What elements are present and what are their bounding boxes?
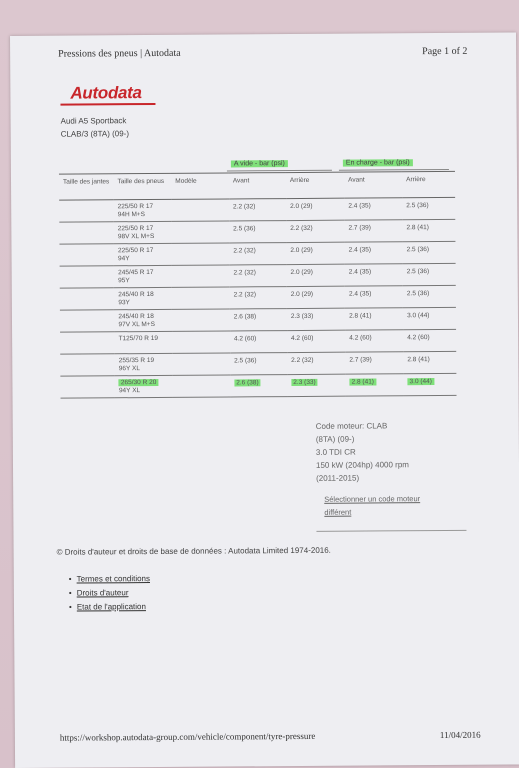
cell-rim xyxy=(59,244,114,266)
cell-rear-loaded xyxy=(403,373,456,395)
value-front-empty: 2.2 (32) xyxy=(232,203,256,211)
value-front-empty: 2.5 (36) xyxy=(233,225,256,233)
cell-front-loaded xyxy=(346,374,404,396)
value-front-empty: 2.6 (38) xyxy=(233,313,257,321)
cell-rear-loaded xyxy=(403,285,456,307)
logo-text: Autodata xyxy=(70,83,142,103)
tyre-spec: 94H M+S xyxy=(117,211,146,219)
cell-model xyxy=(173,375,231,397)
cell-rear-loaded xyxy=(403,263,456,285)
value-rear-empty: 2.0 (29) xyxy=(290,202,313,211)
tyre-pressure-table xyxy=(59,171,457,399)
cell-rear-empty xyxy=(287,374,345,396)
table-row xyxy=(59,197,455,222)
cell-rear-loaded xyxy=(403,241,456,263)
cell-rear-empty xyxy=(287,330,345,352)
cell-tyre xyxy=(114,199,172,221)
value-rear-empty: 2.3 (33) xyxy=(290,312,314,321)
value-rear-empty: 4.2 (60) xyxy=(290,334,314,343)
table-row xyxy=(60,307,456,332)
cell-rear-empty xyxy=(286,264,344,286)
vehicle-code: CLAB/3 (8TA) (09-) xyxy=(60,129,130,139)
value-front-empty: 2.2 (32) xyxy=(233,269,256,277)
cell-front-loaded xyxy=(345,286,403,308)
cell-model xyxy=(172,331,230,353)
value-front-empty: 2.2 (32) xyxy=(233,291,257,299)
cell-rear-loaded xyxy=(402,219,455,241)
tyre-spec: 94Y xyxy=(117,255,130,263)
cell-model xyxy=(171,199,229,221)
app-status-link[interactable]: • Etat de l'application xyxy=(69,600,150,615)
footer-links xyxy=(69,572,150,615)
engine-info xyxy=(316,419,421,519)
cell-rear-empty xyxy=(287,308,345,330)
engine-type: 3.0 TDI CR xyxy=(315,447,356,457)
cell-front-loaded xyxy=(345,264,403,286)
table-row xyxy=(60,351,456,376)
cell-model xyxy=(172,287,230,309)
value-front-loaded: 2.4 (35) xyxy=(348,202,371,210)
tyre-size: 245/40 R 18 xyxy=(118,291,154,299)
cell-rim xyxy=(60,310,115,332)
tyre-spec: 97V XL M+S xyxy=(118,320,155,329)
table-row xyxy=(60,329,456,354)
cell-rim xyxy=(60,266,115,288)
tyre-spec: 94Y XL xyxy=(118,387,141,395)
cell-front-empty xyxy=(230,331,287,353)
cell-rim xyxy=(60,354,115,376)
tyre-spec: 96Y XL xyxy=(118,365,141,373)
select-engine-link-cont[interactable]: différent xyxy=(324,507,352,517)
cell-model xyxy=(172,221,230,243)
value-front-loaded: 2.8 (41) xyxy=(349,312,372,320)
value-rear-empty: 2.2 (32) xyxy=(291,356,314,365)
cell-tyre xyxy=(114,221,172,243)
cell-rear-loaded xyxy=(403,329,456,351)
value-rear-loaded: 2.8 (41) xyxy=(406,224,429,232)
cell-front-loaded xyxy=(344,220,402,242)
cell-front-loaded xyxy=(345,352,403,374)
tyre-size: 225/50 R 17 xyxy=(117,203,154,211)
cell-front-empty xyxy=(230,375,287,397)
cell-rim xyxy=(59,200,114,222)
col-rim-size: Taille des jantes xyxy=(59,174,114,200)
table-row xyxy=(60,285,456,310)
cell-model xyxy=(172,265,230,287)
cell-tyre xyxy=(115,353,173,375)
engine-divider xyxy=(316,530,466,532)
cell-model xyxy=(172,309,230,331)
table-row xyxy=(59,241,455,266)
value-rear-empty: 2.0 (29) xyxy=(290,290,314,299)
value-rear-loaded: 2.5 (36) xyxy=(406,290,430,298)
table-row xyxy=(60,373,456,398)
value-front-loaded: 2.4 (35) xyxy=(348,268,372,276)
cell-model xyxy=(172,353,230,375)
value-rear-loaded: 3.0 (44) xyxy=(409,378,432,386)
terms-link[interactable]: • Termes et conditions xyxy=(69,572,150,587)
value-front-loaded: 2.7 (39) xyxy=(349,356,372,364)
engine-power: 150 kW (204hp) 4000 rpm xyxy=(315,460,409,470)
vehicle-model: Audi A5 Sportback xyxy=(60,116,127,126)
cell-front-loaded xyxy=(345,308,403,330)
engine-code: Code moteur: CLAB xyxy=(315,421,388,431)
cell-rear-empty xyxy=(286,220,344,242)
col-model: Modèle xyxy=(171,173,229,199)
tyre-size: 225/50 R 17 xyxy=(117,247,154,255)
group-header-unloaded: A vide - bar (psi) xyxy=(231,160,288,167)
cell-rear-empty xyxy=(287,286,345,308)
value-rear-empty: 2.0 (29) xyxy=(290,268,313,277)
cell-tyre xyxy=(115,375,173,397)
cell-front-empty xyxy=(229,265,286,287)
tyre-size: 245/45 R 17 xyxy=(118,269,154,277)
cell-model xyxy=(172,243,230,265)
col-front-empty: Avant xyxy=(229,173,286,199)
value-rear-loaded: 3.0 (44) xyxy=(407,312,430,320)
cell-rear-loaded xyxy=(402,197,455,219)
value-front-loaded: 2.7 (39) xyxy=(348,224,371,232)
value-rear-loaded: 4.2 (60) xyxy=(407,334,430,342)
autodata-logo xyxy=(65,83,141,104)
tyre-size: 265/30 R 20 xyxy=(120,378,157,387)
cell-rim xyxy=(60,376,115,398)
value-front-loaded: 2.4 (35) xyxy=(348,290,372,298)
tyre-spec: 93Y xyxy=(118,299,130,307)
col-rear-empty: Arrière xyxy=(286,172,344,198)
cell-front-empty xyxy=(230,287,287,309)
vehicle-info xyxy=(61,114,129,140)
value-front-loaded: 2.8 (41) xyxy=(351,378,374,386)
copyright-link[interactable]: • Droits d'auteur xyxy=(69,586,150,601)
select-engine-link[interactable]: Sélectionner un code moteur xyxy=(324,494,421,504)
cell-front-loaded xyxy=(345,242,403,264)
cell-front-loaded xyxy=(344,198,402,220)
value-front-empty: 2.2 (32) xyxy=(233,247,256,255)
engine-years: (2011-2015) xyxy=(316,473,360,483)
engine-chassis: (8TA) (09-) xyxy=(315,434,355,444)
tyre-size: 245/40 R 18 xyxy=(118,313,154,321)
value-front-empty: 4.2 (60) xyxy=(233,335,257,343)
value-rear-empty: 2.3 (33) xyxy=(293,378,316,387)
value-rear-empty: 2.0 (29) xyxy=(290,246,313,255)
tyre-size: 225/50 R 17 xyxy=(117,225,154,233)
cell-rear-loaded xyxy=(403,351,456,373)
cell-tyre xyxy=(115,331,173,353)
cell-rim xyxy=(60,288,115,310)
cell-front-empty xyxy=(229,199,286,221)
printed-page xyxy=(10,32,519,768)
value-front-empty: 2.5 (36) xyxy=(234,357,257,365)
cell-tyre xyxy=(114,243,172,265)
col-rear-loaded: Arrière xyxy=(402,171,455,197)
cell-front-empty xyxy=(229,221,286,243)
footer-date: 11/04/2016 xyxy=(439,729,481,741)
tyre-size: 255/35 R 19 xyxy=(118,357,155,365)
value-rear-loaded: 2.8 (41) xyxy=(407,356,430,364)
page-number: Page 1 of 2 xyxy=(422,45,468,58)
value-front-empty: 2.6 (38) xyxy=(236,379,259,387)
col-tyre-size: Taille des pneus xyxy=(113,173,171,199)
value-front-loaded: 2.4 (35) xyxy=(348,246,372,254)
cell-front-empty xyxy=(230,309,287,331)
cell-front-empty xyxy=(229,243,286,265)
cell-front-empty xyxy=(230,353,287,375)
value-rear-loaded: 2.5 (36) xyxy=(406,202,429,210)
tyre-size: T125/70 R 19 xyxy=(118,334,158,343)
value-front-loaded: 4.2 (60) xyxy=(349,334,372,342)
cell-rear-empty xyxy=(287,352,345,374)
cell-rim xyxy=(59,222,114,244)
value-rear-loaded: 2.5 (36) xyxy=(406,246,430,254)
value-rear-loaded: 2.5 (36) xyxy=(406,268,430,276)
tyre-spec: 98V XL M+S xyxy=(117,232,155,241)
table-row xyxy=(59,219,455,244)
logo-underline xyxy=(60,103,155,106)
cell-rear-empty xyxy=(286,198,344,220)
cell-rear-empty xyxy=(286,242,344,264)
table-header-row xyxy=(59,171,455,200)
cell-tyre xyxy=(114,287,172,309)
tyre-spec: 95Y xyxy=(118,277,130,285)
cell-front-loaded xyxy=(345,330,403,352)
cell-tyre xyxy=(114,309,172,331)
col-front-loaded: Avant xyxy=(344,172,402,198)
cell-rim xyxy=(60,332,115,354)
group-header-loaded: En charge - bar (psi) xyxy=(343,159,413,166)
footer-url: https://workshop.autodata-group.com/vehicle/component/tyre-pressure xyxy=(59,730,316,743)
value-rear-empty: 2.2 (32) xyxy=(290,224,313,233)
cell-rear-loaded xyxy=(403,307,456,329)
cell-tyre xyxy=(114,265,172,287)
table-row xyxy=(60,263,456,288)
page-header-title: Pressions des pneus | Autodata xyxy=(58,47,181,60)
copyright-notice: © Droits d'auteur et droits de base de données : Autodata Limited 1974-2016. xyxy=(56,545,331,557)
